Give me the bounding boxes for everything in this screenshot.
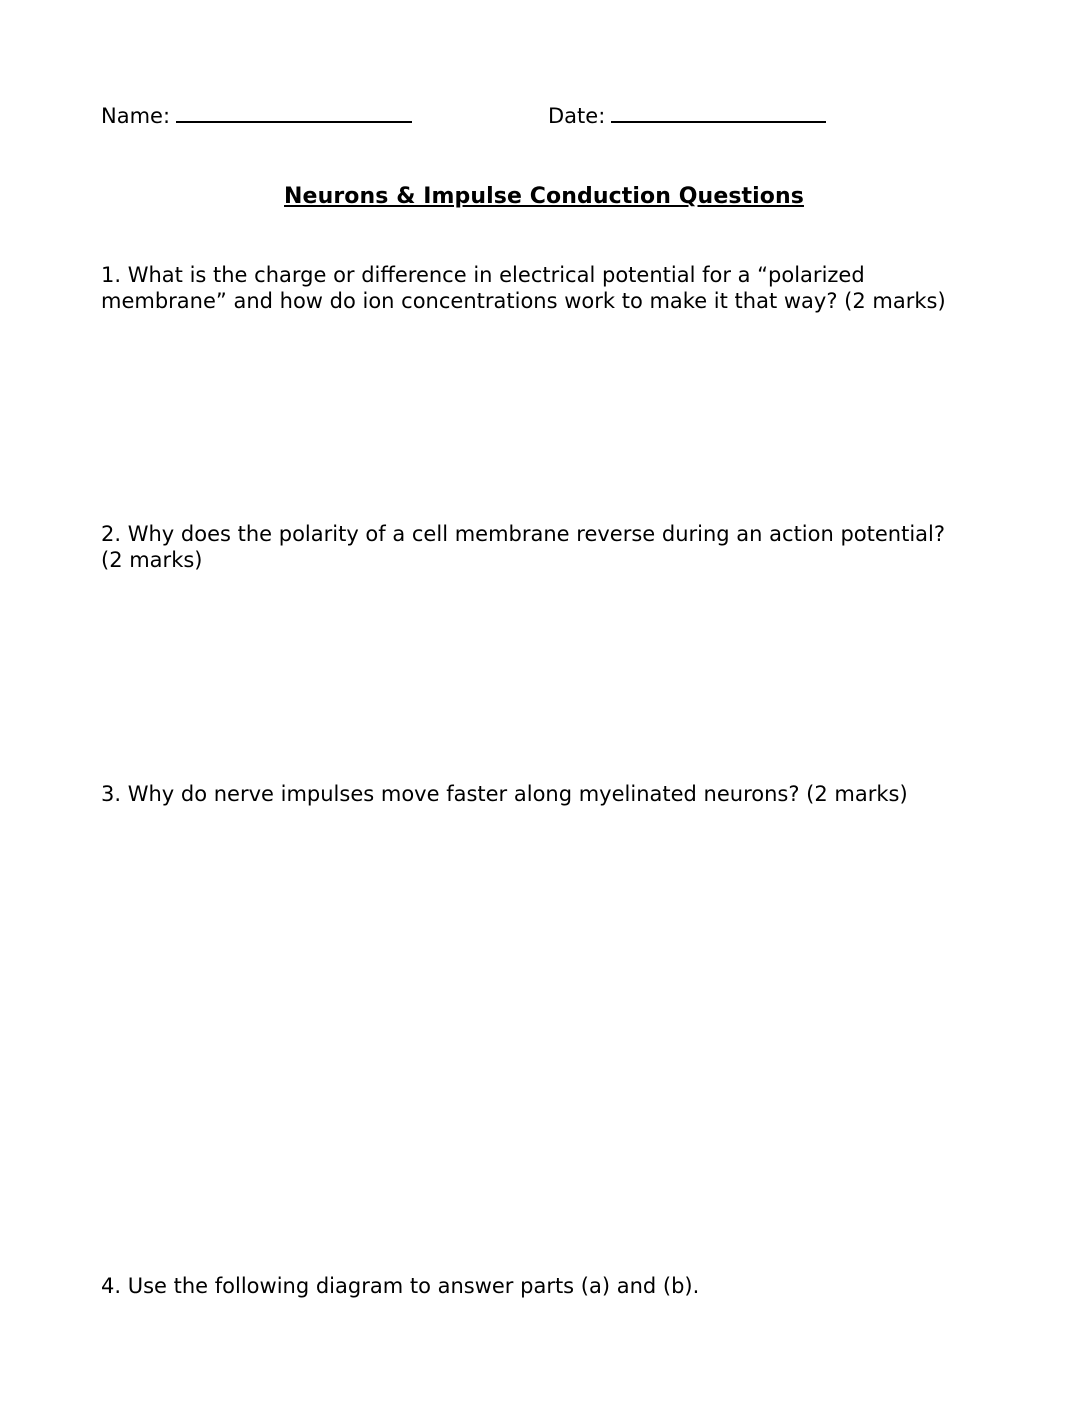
date-blank-line[interactable] xyxy=(611,101,826,123)
question-4 xyxy=(101,1273,981,1299)
question-4-line-1: 4. Use the following diagram to answer parts (a) and (b). xyxy=(101,1274,700,1298)
question-3-line-1: 3. Why do nerve impulses move faster along myelinated neurons? (2 marks) xyxy=(101,782,908,806)
question-1-line-2: membrane” and how do ion concentrations work to make it that way? (2 marks) xyxy=(101,289,946,313)
worksheet-title: Neurons & Impulse Conduction Questions xyxy=(284,184,804,209)
question-2-line-2: (2 marks) xyxy=(101,548,203,572)
name-blank-line[interactable] xyxy=(176,101,412,123)
question-2 xyxy=(101,521,981,573)
question-3 xyxy=(101,781,981,807)
question-1 xyxy=(101,262,981,314)
question-1-line-1: 1. What is the charge or difference in electrical potential for a “polarized xyxy=(101,263,865,287)
date-label: Date: xyxy=(548,104,606,128)
name-field xyxy=(101,101,412,130)
question-2-line-1: 2. Why does the polarity of a cell membrane reverse during an action potential? xyxy=(101,522,946,546)
name-label: Name: xyxy=(101,104,171,128)
date-field xyxy=(548,101,826,130)
